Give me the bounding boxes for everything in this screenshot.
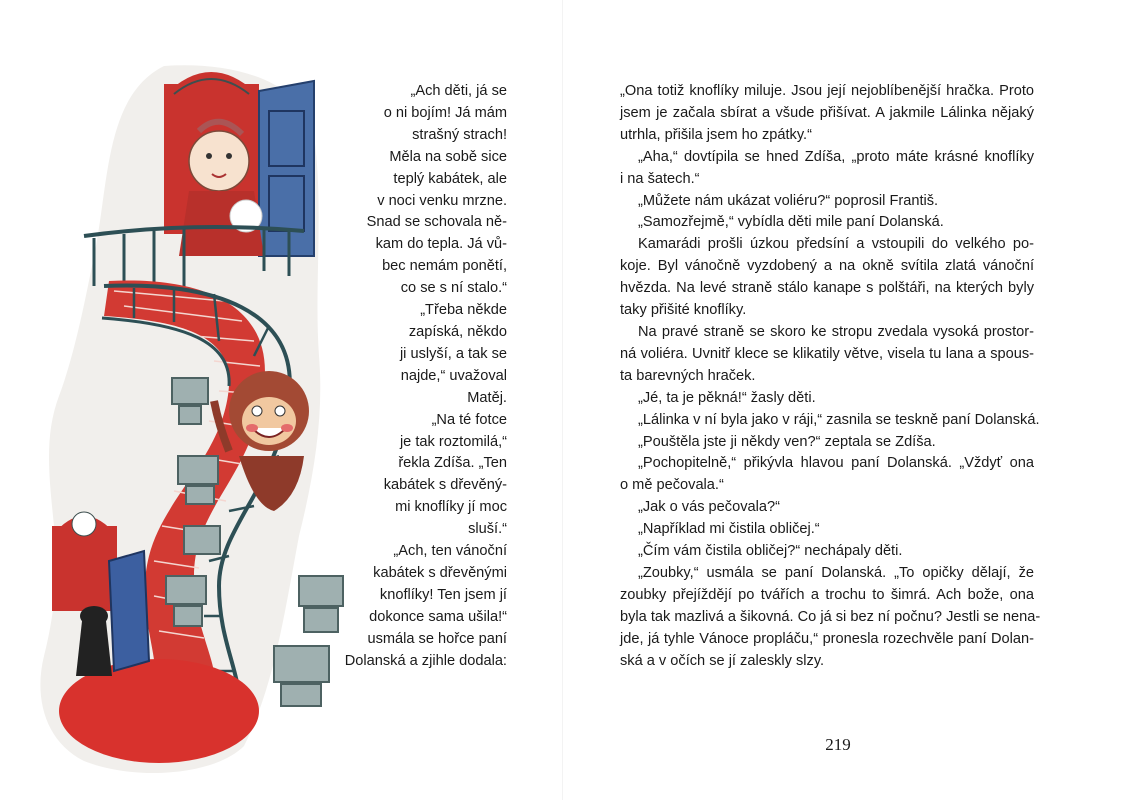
text-line: kabátek s dřevěnými bbox=[373, 564, 507, 581]
text-line: dokonce sama ušila!“ bbox=[369, 608, 507, 625]
text-line: taky přišité knoflíky. bbox=[620, 302, 747, 319]
text-line: „Aha,“ dovtípila se hned Zdíša, „proto máte krásné knoflíky bbox=[638, 148, 1034, 165]
text-line: „Ach, ten vánoční bbox=[393, 543, 507, 560]
text-line: usmála se hořce paní bbox=[367, 630, 507, 647]
text-line: utrhla, přišila jsem ho zpátky.“ bbox=[620, 126, 812, 143]
text-line: „Ach děti, já se bbox=[410, 83, 507, 99]
text-line: „Jé, ta je pěkná!“ žasly děti. bbox=[638, 389, 816, 406]
text-line: byla tak mazlivá a šikovná. Co já si bez ní počnu? Jestli se nena- bbox=[620, 608, 1041, 625]
text-line: „Například mi čistila obličej.“ bbox=[638, 521, 820, 538]
text-line: hvězda. Na levé straně stálo kanape s polštáři, na kterých byly bbox=[620, 280, 1034, 297]
text-line: v noci venku mrzne. bbox=[377, 192, 507, 209]
text-line: je tak roztomilá,“ bbox=[399, 433, 507, 450]
text-line: ná voliéra. Uvnitř klece se klikatily větve, visela tu lana a spous- bbox=[620, 345, 1034, 362]
text-line: „Čím vám čistila obličej?“ nechápaly děti. bbox=[638, 543, 903, 560]
text-line: „Samozřejmě,“ vybídla děti mile paní Dolanská. bbox=[638, 214, 944, 231]
text-line: kam do tepla. Já vů- bbox=[375, 236, 507, 253]
page-number: 219 bbox=[825, 735, 851, 754]
text-line: Matěj. bbox=[467, 389, 507, 406]
text-line: „Třeba někde bbox=[420, 302, 507, 319]
text-line: koje. Byl vánočně vyzdobený a na okně svítila zlatá vánoční bbox=[620, 258, 1034, 275]
text-line: jsem je začala sbírat a všude přišívat. A jakmile Lálinka nějaký bbox=[620, 104, 1034, 121]
text-line: o mě pečovala.“ bbox=[620, 477, 724, 494]
text-line: teplý kabátek, ale bbox=[393, 170, 507, 187]
text-line: sluší.“ bbox=[468, 521, 507, 538]
text-line: Dolanská a zjihle dodala: bbox=[344, 652, 507, 669]
text-line: „Na té fotce bbox=[431, 411, 507, 428]
text-line: ji uslyší, a tak se bbox=[399, 345, 507, 362]
text-line: „Můžete nám ukázat voliéru?“ poprosil Františ. bbox=[638, 192, 939, 209]
text-line: „Lálinka v ní byla jako v ráji,“ zasnila se teskně paní Dolanská. bbox=[638, 411, 1040, 428]
text-line: Měla na sobě sice bbox=[389, 148, 507, 165]
left-column-text bbox=[327, 81, 507, 672]
text-line: „Zoubky,“ usmála se paní Dolanská. „To opičky dělají, že bbox=[638, 564, 1034, 581]
text-line: mi knoflíky jí moc bbox=[395, 499, 507, 516]
text-line: Na pravé straně se skoro ke stropu zvedala vysoká prostor- bbox=[638, 323, 1034, 340]
text-line: „Ona totiž knoflíky miluje. Jsou její nejoblíbenější hračka. Proto bbox=[620, 83, 1034, 99]
text-line: Snad se schovala ně- bbox=[366, 214, 507, 231]
text-line: kabátek s dřevěný- bbox=[383, 477, 507, 494]
text-line: o ni bojím! Já mám bbox=[383, 104, 507, 121]
staircase-monkey-illustration bbox=[14, 56, 344, 781]
text-line: řekla Zdíša. „Ten bbox=[398, 455, 507, 472]
text-line: Kamarádi prošli úzkou předsíní a vstoupili do velkého po- bbox=[638, 236, 1034, 253]
text-line: ta barevných hraček. bbox=[620, 367, 756, 384]
text-line: jde, já tyhle Vánoce propláču,“ pronesla rozechvěle paní Dolan- bbox=[620, 630, 1034, 647]
text-line: najde,“ uvažoval bbox=[400, 367, 507, 384]
text-line: ská a v očích se jí zaleskly slzy. bbox=[620, 652, 825, 669]
right-column-text bbox=[620, 81, 1041, 672]
text-line: strašný strach! bbox=[412, 126, 507, 143]
text-line: co se s ní stalo.“ bbox=[400, 280, 507, 297]
text-line: zapíská, někdo bbox=[408, 323, 507, 340]
text-line: i na šatech.“ bbox=[620, 170, 700, 187]
text-line: „Pochopitelně,“ přikývla hlavou paní Dolanská. „Vždyť ona bbox=[638, 455, 1034, 472]
text-line: zoubky přejíždějí po tvářích a trochu to šimrá. Ach bože, ona bbox=[620, 586, 1034, 603]
text-line: „Pouštěla jste ji někdy ven?“ zeptala se Zdíša. bbox=[638, 433, 936, 450]
text-line: „Jak o vás pečovala?“ bbox=[638, 499, 780, 516]
text-line: bec nemám ponětí, bbox=[382, 258, 507, 275]
text-line: knoflíky! Ten jsem jí bbox=[379, 586, 507, 603]
